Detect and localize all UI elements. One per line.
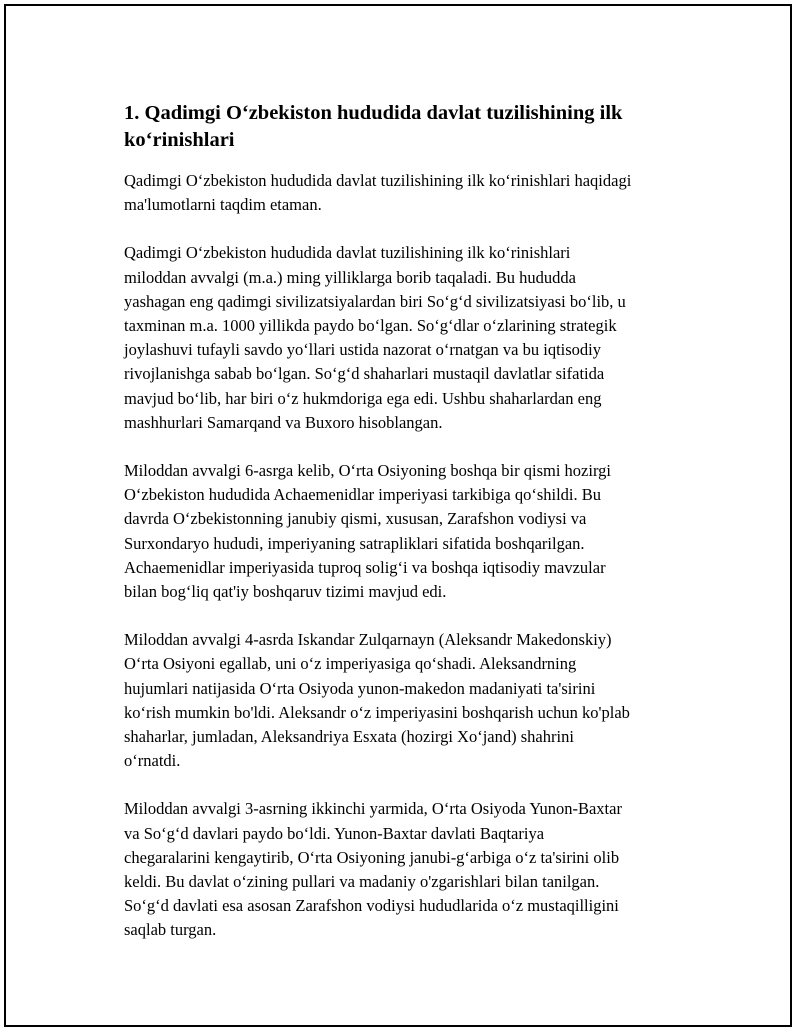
page-content: [124, 100, 692, 967]
body-paragraph-greco-bactria: Miloddan avvalgi 3-asrning ikkinchi yarmida, O‘rta Osiyoda Yunon-Baxtar va So‘g‘d davlari paydo bo‘ldi. Yunon-Baxtar davlati Baqtariya chegaralarini kengaytirib, O‘rta Osiyoning janubi-g‘arbiga o‘z ta'sirini olib keldi. Bu davlat o‘zining pullari va madaniy o'zgarishlari bilan tanilgan. So‘g‘d davlati esa asosan Zarafshon vodiysi hududlarida o‘z mustaqilligini saqlab turgan.: [124, 799, 622, 940]
body-paragraph-sogd: Qadimgi O‘zbekiston hududida davlat tuzilishining ilk ko‘rinishlari miloddan avvalgi (m.a.) ming yilliklarga borib taqaladi. Bu hududda yashagan eng qadimgi sivilizatsiyalardan biri So‘g‘d sivilizatsiyasi bo‘lib, u taxminan m.a. 1000 yillikda paydo bo‘lgan. So‘g‘dlar o‘zlarining strategik joylashuvi tufayli savdo yo‘llari ustida nazorat o‘rnatgan va bu iqtisodiy rivojlanishga sabab bo‘lgan. So‘g‘d shaharlari mustaqil davlatlar sifatida mavjud bo‘lib, har biri o‘z hukmdoriga ega edi. Ushbu shaharlardan eng mashhurlari Samarqand va Buxoro hisoblangan.: [124, 243, 626, 432]
section-heading: 1. Qadimgi O‘zbekiston hududida davlat tuzilishining ilk ko‘rinishlari: [124, 102, 623, 151]
body-paragraph-alexander: Miloddan avvalgi 4-asrda Iskandar Zulqarnayn (Aleksandr Makedonskiy) O‘rta Osiyoni egallab, uni o‘z imperiyasiga qo‘shadi. Aleksandrning hujumlari natijasida O‘rta Osiyoda yunon-makedon madaniyati ta'sirini ko‘rish mumkin bo'ldi. Aleksandr o‘z imperiyasini boshqarish uchun ko'plab shaharlar, jumladan, Aleksandriya Esxata (hozirgi Xo‘jand) shahrini o‘rnatdi.: [124, 630, 630, 771]
page-frame: [4, 4, 792, 1027]
intro-paragraph: Qadimgi O‘zbekiston hududida davlat tuzilishining ilk ko‘rinishlari haqidagi ma'lumotlarni taqdim etaman.: [124, 171, 632, 215]
body-paragraph-achaemenid: Miloddan avvalgi 6-asrga kelib, O‘rta Osiyoning boshqa bir qismi hozirgi O‘zbekiston hududida Achaemenidlar imperiyasi tarkibiga qo‘shildi. Bu davrda O‘zbekistonning janubiy qismi, xususan, Zarafshon vodiysi va Surxondaryo hududi, imperiyaning satrapliklari sifatida boshqarilgan. Achaemenidlar imperiyasida tuproq solig‘i va boshqa iqtisodiy mavzular bilan bog‘liq qat'iy boshqaruv tizimi mavjud edi.: [124, 461, 611, 602]
